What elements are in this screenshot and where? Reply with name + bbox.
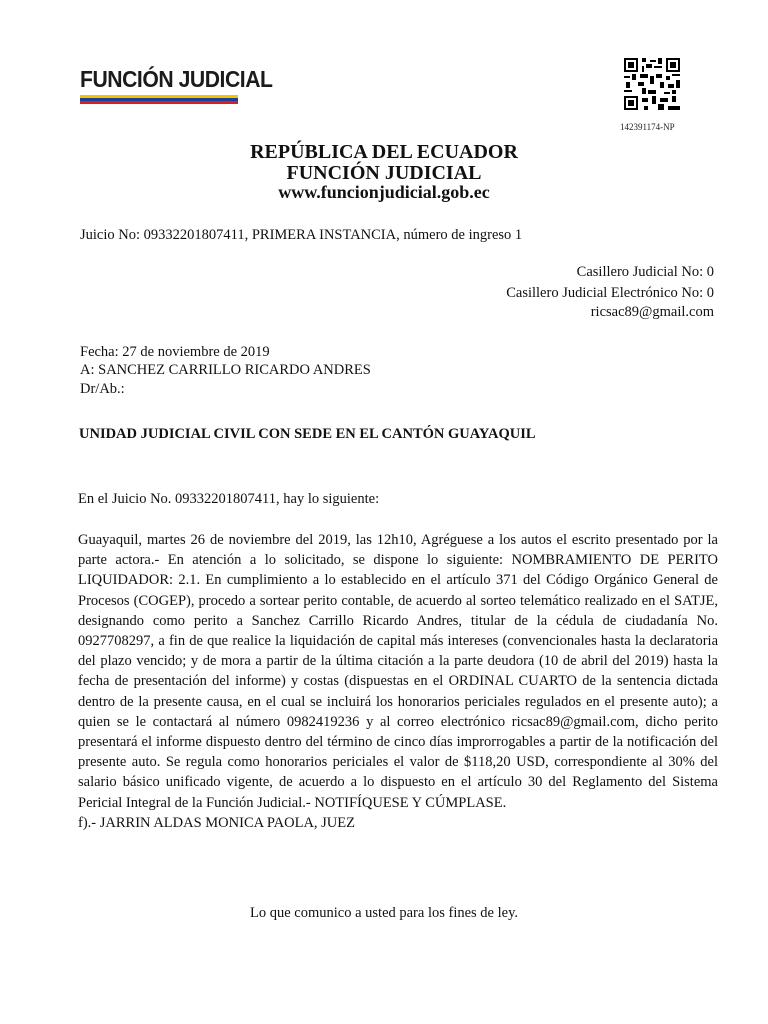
fecha: Fecha: 27 de noviembre de 2019	[80, 344, 270, 360]
website-link[interactable]: www.funcionjudicial.gob.ec	[278, 182, 490, 202]
funcion-judicial-logo	[80, 66, 273, 104]
providencia-paragraph: Guayaquil, martes 26 de noviembre del 2019, las 12h10, Agréguese a los autos el escrito presentado por la parte actora.- En atención a lo solicitado, se dispone lo siguiente: NOMBRAMIENTO DE PERITO LIQUIDADOR: 2.1. En cumplimiento a lo establecido en el artículo 371 del Código Orgánico General de Procesos (COGEP), procedo a sortear perito contable, de acuerdo al sorteo telemático realizado en el SATJE, designando como perito a Sanchez Carrillo Ricardo Andres, titular de la cédula de ciudadanía No. 0927708297, a fin de que realice la liquidación de capital más intereses (convencionales hasta la declaratoria del plazo vencido; y de mora a partir de la última citación a la parte deudora (10 de abril del 2019) hasta la fecha de presentación del informe) y costas (dispuestas en el ORDINAL CUARTO de la sentencia dictada dentro de la presente causa, en el cual se incluirá los honorarios periciales regulados en el presente auto); a quien se le contactará al número 0982419236 y al correo electrónico ricsac89@gmail.com, dicho perito presentará el informe dispuesto dentro del término de cinco días improrrogables a partir de la notificación del presente auto. Se regula como honorarios periciales el valor de $118,20 USD, correspondiente al 30% del salario básico unificado vigente, de acuerdo a lo dispuesto en el artículo 30 del Reglamento del Sistema Pericial Integral de la Función Judicial.- NOTIFÍQUESE Y CÚMPLASE.	[78, 532, 718, 811]
unidad-judicial: UNIDAD JUDICIAL CIVIL CON SEDE EN EL CANTÓN GUAYAQUIL	[79, 426, 536, 442]
intro-line: En el Juicio No. 09332201807411, hay lo siguiente:	[78, 491, 380, 507]
destinatario: A: SANCHEZ CARRILLO RICARDO ANDRES	[80, 362, 371, 378]
casillero-electronico: Casillero Judicial Electrónico No: 0	[506, 285, 714, 301]
title-funcion-judicial: FUNCIÓN JUDICIAL	[286, 162, 482, 184]
dr-ab: Dr/Ab.:	[80, 381, 125, 397]
casillero-judicial: Casillero Judicial No: 0	[576, 264, 714, 280]
providencia-body	[78, 530, 718, 833]
judge-signature: f).- JARRIN ALDAS MONICA PAOLA, JUEZ	[78, 814, 355, 831]
closing-line: Lo que comunico a usted para los fines de ley.	[249, 905, 519, 921]
qr-code-icon	[624, 58, 680, 110]
logo-text: FUNCIÓN JUDICIAL	[80, 66, 273, 92]
qr-code-label: 142391174-NP	[620, 122, 675, 132]
logo-stripes	[80, 95, 238, 104]
casillero-email: ricsac89@gmail.com	[590, 304, 714, 320]
title-republica: REPÚBLICA DEL ECUADOR	[250, 141, 518, 163]
juicio-line: Juicio No: 09332201807411, PRIMERA INSTANCIA, número de ingreso 1	[80, 227, 523, 243]
